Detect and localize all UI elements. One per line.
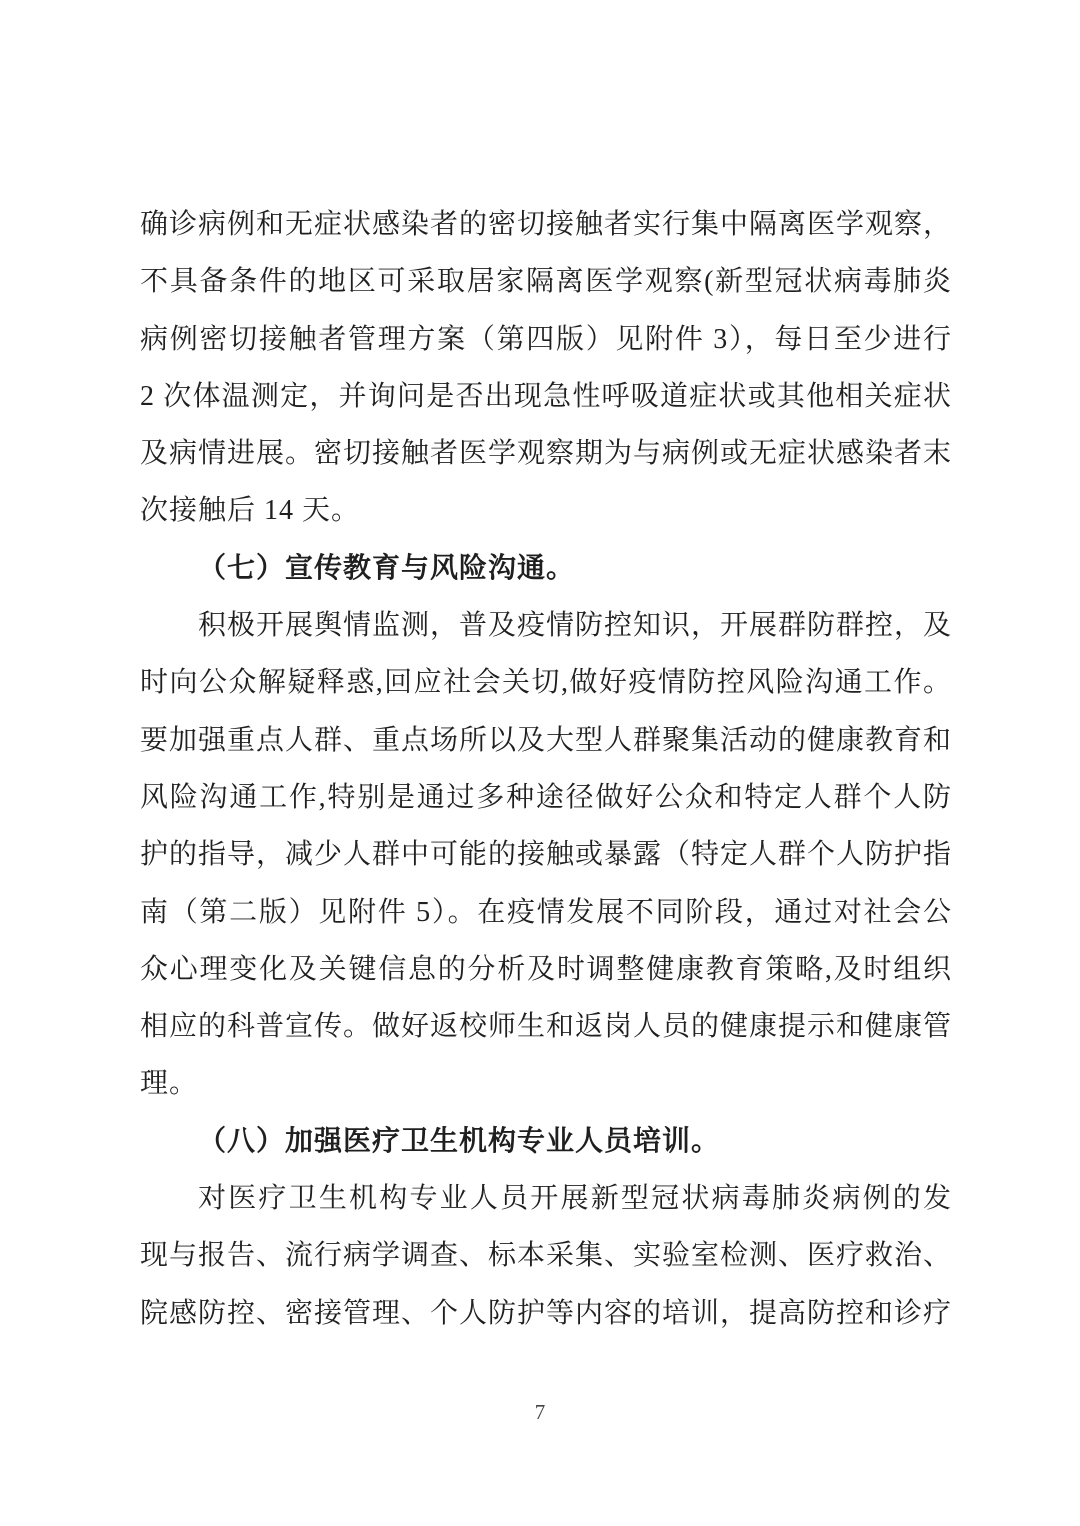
text-line: 2 次体温测定，并询问是否出现急性呼吸道症状或其他相关症状 [140, 380, 952, 412]
section-heading: （七）宣传教育与风险沟通。 [198, 552, 576, 584]
text-line: 要加强重点人群、重点场所以及大型人群聚集活动的健康教育和 [140, 724, 952, 756]
text-line: 众心理变化及关键信息的分析及时调整健康教育策略,及时组织 [140, 953, 952, 985]
text-line: 次接触后 14 天。 [140, 495, 361, 527]
text-block [140, 196, 952, 1342]
text-line: 护的指导，减少人群中可能的接触或暴露（特定人群个人防护指 [140, 839, 952, 871]
text-line: 现与报告、流行病学调查、标本采集、实验室检测、医疗救治、 [140, 1240, 952, 1272]
text-line: 确诊病例和无症状感染者的密切接触者实行集中隔离医学观察， [140, 209, 952, 240]
text-line: 及病情进展。密切接触者医学观察期为与病例或无症状感染者末 [140, 438, 952, 470]
section-heading: （八）加强医疗卫生机构专业人员培训。 [198, 1125, 721, 1157]
text-line: 对医疗卫生机构专业人员开展新型冠状病毒肺炎病例的发 [198, 1183, 952, 1215]
page-number: 7 [534, 1400, 546, 1424]
text-line: 院感防控、密接管理、个人防护等内容的培训，提高防控和诊疗 [140, 1297, 952, 1329]
text-line: 时向公众解疑释惑,回应社会关切,做好疫情防控风险沟通工作。 [140, 667, 952, 699]
text-line: 风险沟通工作,特别是通过多种途径做好公众和特定人群个人防 [140, 781, 952, 813]
text-line: 不具备条件的地区可采取居家隔离医学观察(新型冠状病毒肺炎 [140, 266, 952, 298]
text-line: 相应的科普宣传。做好返校师生和返岗人员的健康提示和健康管 [140, 1011, 952, 1043]
text-line: 理。 [140, 1068, 199, 1100]
text-line: 南（第二版）见附件 5）。在疫情发展不同阶段，通过对社会公 [140, 896, 952, 928]
text-line: 病例密切接触者管理方案（第四版）见附件 3），每日至少进行 [140, 323, 952, 355]
text-line: 积极开展舆情监测，普及疫情防控知识，开展群防群控，及 [198, 610, 952, 642]
